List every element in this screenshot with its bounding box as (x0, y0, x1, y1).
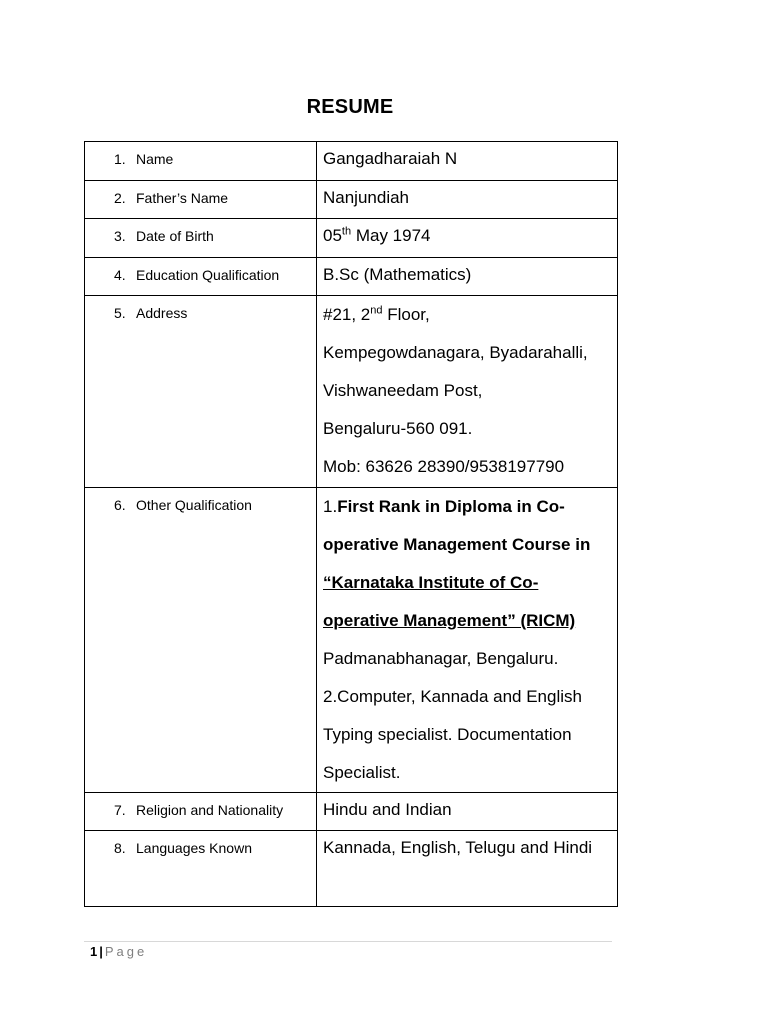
qualification-line: Padmanabhanagar, Bengaluru. (323, 649, 559, 668)
row-label: Address (136, 305, 188, 321)
value-address (317, 296, 618, 488)
label-religion (85, 793, 317, 831)
name-value: Gangadharaiah N (323, 149, 458, 168)
row-label: Other Qualification (136, 497, 252, 513)
languages-value: Kannada, English, Telugu and Hindi (323, 838, 593, 857)
qualification-line: Specialist. (323, 763, 401, 782)
page-word: Page (104, 944, 148, 959)
row-number: 2. (114, 190, 126, 206)
table-row (85, 219, 618, 258)
label-dob (85, 219, 317, 258)
resume-table (84, 141, 618, 907)
row-number: 8. (114, 840, 126, 856)
qualification-line (323, 488, 617, 526)
value-dob (317, 219, 618, 258)
address-mobile: Mob: 63626 28390/9538197790 (323, 457, 565, 476)
row-number: 6. (114, 497, 126, 513)
table-row (85, 488, 618, 793)
row-label: Education Qualification (136, 267, 280, 283)
table-row (85, 296, 618, 488)
dob-month-year: May 1974 (351, 226, 431, 245)
row-number: 7. (114, 802, 126, 818)
page-separator: | (99, 944, 103, 959)
row-label: Languages Known (136, 840, 252, 856)
row-number: 4. (114, 267, 126, 283)
dob-suffix: th (341, 225, 352, 238)
value-languages (317, 831, 618, 907)
address-line: Vishwaneedam Post, (323, 381, 483, 400)
row-number: 3. (114, 228, 126, 244)
qualification-number: 1. (323, 497, 338, 516)
label-other-qualification (85, 488, 317, 793)
dob-day: 05 (323, 226, 342, 245)
father-name-value: Nanjundiah (323, 188, 410, 207)
row-label: Date of Birth (136, 228, 214, 244)
value-other-qualification (317, 488, 618, 793)
value-name (317, 142, 618, 181)
row-label: Religion and Nationality (136, 802, 284, 818)
table-row (85, 181, 618, 219)
institute-name-line: operative Management” (RICM) (323, 611, 576, 630)
address-line1-rest: Floor, (382, 305, 430, 324)
row-label: Name (136, 151, 174, 167)
table-row (85, 258, 618, 296)
qualification-bold-text: First Rank in Diploma in Co- (337, 497, 565, 516)
label-father-name (85, 181, 317, 219)
religion-value: Hindu and Indian (323, 800, 452, 819)
address-line (323, 296, 617, 334)
table-row (85, 793, 618, 831)
label-address (85, 296, 317, 488)
address-line: Kempegowdanagara, Byadarahalli, (323, 343, 588, 362)
row-label: Father’s Name (136, 190, 229, 206)
value-education (317, 258, 618, 296)
value-religion (317, 793, 618, 831)
address-line: Bengaluru-560 091. (323, 419, 473, 438)
footer-divider (84, 941, 612, 942)
qualification-line: Typing specialist. Documentation (323, 725, 572, 744)
qualification-bold-line: operative Management Course in (323, 535, 591, 554)
value-father-name (317, 181, 618, 219)
address-floor-suffix: nd (370, 304, 383, 317)
table-row (85, 831, 618, 907)
row-number: 5. (114, 305, 126, 321)
document-title: RESUME (306, 96, 394, 118)
institute-name-line: “Karnataka Institute of Co- (323, 573, 539, 592)
address-line1-text: #21, 2 (323, 305, 371, 324)
education-value: B.Sc (Mathematics) (323, 265, 472, 284)
table-row (85, 142, 618, 181)
label-name (85, 142, 317, 181)
qualification-line: 2.Computer, Kannada and English (323, 687, 582, 706)
row-number: 1. (114, 151, 126, 167)
label-education (85, 258, 317, 296)
page-footer (90, 944, 147, 959)
label-languages (85, 831, 317, 907)
page-number: 1 (90, 944, 98, 959)
